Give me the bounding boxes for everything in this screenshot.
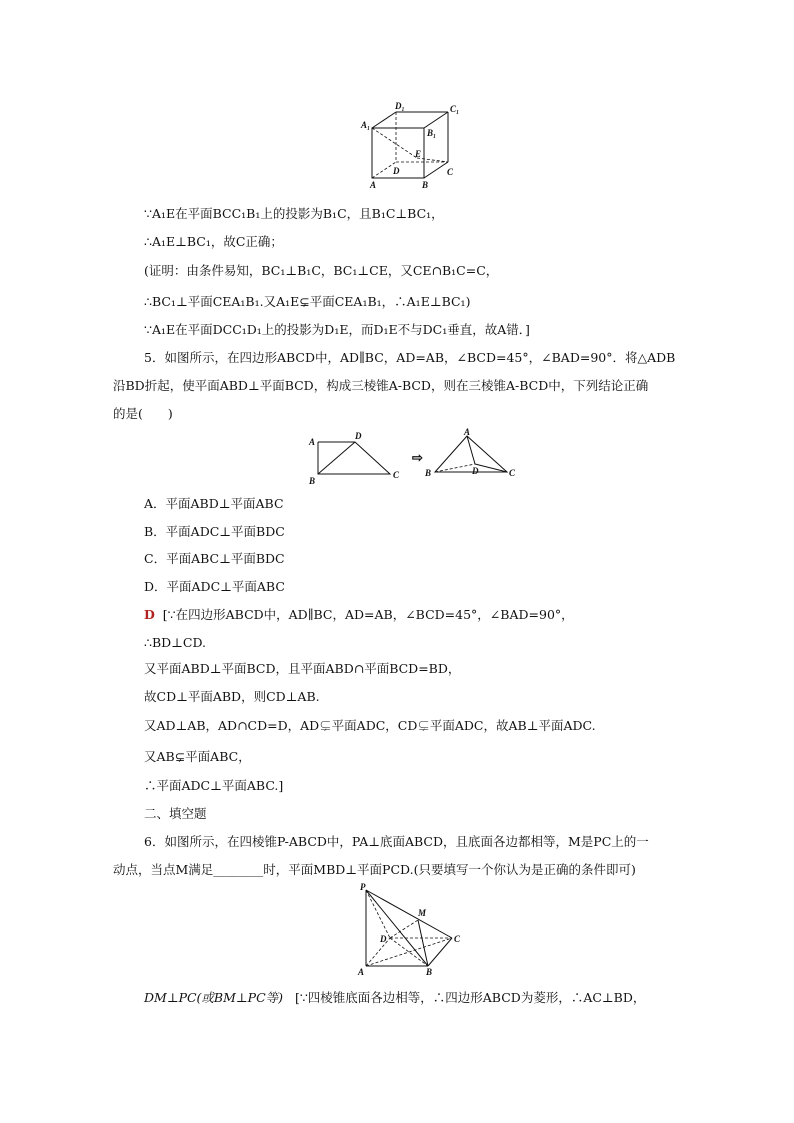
cube-figure (355, 100, 465, 195)
answer-line (144, 607, 574, 623)
answer-letter: D (144, 607, 155, 622)
segment-ec (417, 158, 448, 162)
pyramid-figure (352, 882, 470, 977)
option-b: B．平面ADC⊥平面BDC (144, 524, 285, 539)
option-d: D．平面ADC⊥平面ABC (144, 579, 285, 594)
label-b1: B₁ (427, 128, 437, 138)
solution-line: 又平面ABD⊥平面BCD，且平面ABD∩平面BCD=BD， (144, 661, 461, 676)
label-b: B (309, 476, 316, 486)
label-b: B (425, 468, 432, 478)
hidden-segment-dm (390, 920, 418, 938)
answer-6-text: DM⊥PC(或BM⊥PC等) (144, 990, 284, 1005)
section-heading: 二、填空题 (144, 806, 207, 821)
question-5-line: 的是( ) (113, 406, 173, 421)
label-c: C (509, 468, 516, 478)
edge (372, 112, 396, 128)
arrow-icon: ⇨ (412, 450, 423, 465)
edge (424, 162, 448, 178)
solution-line: ∴平面ADC⊥平面ABC.] (144, 778, 284, 793)
label-a: A (309, 437, 316, 447)
text-line: ∴A₁E⊥BC₁，故C正确； (144, 234, 283, 249)
label-a1: A₁ (361, 120, 371, 130)
solution-6-text: [∵四棱锥底面各边相等，∴四边形ABCD为菱形，∴AC⊥BD， (294, 990, 646, 1005)
label-a: A (464, 428, 471, 437)
label-a: A (370, 180, 377, 190)
text-line: ∴BC₁⊥平面CEA₁B₁.又A₁E⊊平面CEA₁B₁，∴A₁E⊥BC₁) (144, 294, 471, 309)
label-b: B (422, 180, 429, 190)
label-d: D (393, 166, 400, 176)
edge-pc (366, 890, 452, 938)
text-line: ∵A₁E在平面DCC₁D₁上的投影为D₁E，而D₁E不与DC₁垂直，故A错．] (144, 322, 530, 337)
label-d: D (380, 934, 387, 944)
diagonal-bd (318, 442, 355, 474)
question-6-line: 6．如图所示，在四棱锥P-ABCD中，PA⊥底面ABCD，且底面各边都相等，M是PC上的一 (144, 834, 649, 849)
question-6-line: 动点，当点M满足________时，平面MBD⊥平面PCD.(只要填写一个你认为是正确的条件即可) (113, 862, 636, 877)
label-d1: D₁ (395, 101, 405, 111)
text-line: (证明：由条件易知，BC₁⊥B₁C，BC₁⊥CE，又CE∩B₁C=C， (144, 263, 499, 278)
fold-figure (300, 428, 525, 488)
label-m: M (418, 908, 427, 918)
answer-text: [∵在四边形ABCD中，AD∥BC，AD=AB，∠BCD=45°，∠BAD=90°， (162, 607, 574, 622)
label-p: P (360, 882, 366, 892)
label-a: A (358, 967, 365, 977)
label-d: D (472, 466, 479, 476)
option-a: A．平面ABD⊥平面ABC (144, 496, 284, 511)
quadrilateral-abcd (318, 442, 390, 474)
question-5-line: 沿BD折起，使平面ABD⊥平面BCD，构成三棱锥A-BCD，则在三棱锥A-BCD中，下列结论正确 (113, 378, 649, 393)
option-c: C．平面ABC⊥平面BDC (144, 551, 285, 566)
answer-line (144, 990, 645, 1006)
solution-line: 又AB⊊平面ABC， (144, 749, 251, 764)
label-c: C (393, 470, 400, 480)
question-5-line: 5．如图所示，在四边形ABCD中，AD∥BC，AD=AB，∠BCD=45°，∠BAD=90°．将△ADB (144, 350, 676, 365)
label-c1: C₁ (450, 104, 460, 114)
tetrahedron-outline (435, 436, 507, 472)
label-c: C (454, 934, 461, 944)
solution-line: ∴BD⊥CD. (144, 635, 207, 650)
label-e: E (415, 149, 422, 159)
label-d: D (355, 431, 362, 441)
solution-line: 又AD⊥AB，AD∩CD=D，AD⊊平面ADC，CD⊊平面ADC，故AB⊥平面ADC. (144, 718, 596, 733)
label-c: C (447, 167, 454, 177)
label-b: B (426, 967, 433, 977)
text-line: ∵A₁E在平面BCC₁B₁上的投影为B₁C，且B₁C⊥BC₁， (144, 206, 444, 221)
edge (424, 112, 448, 128)
solution-line: 故CD⊥平面ABD，则CD⊥AB. (144, 689, 320, 704)
edge-pb (366, 890, 428, 966)
segment-a1e (372, 128, 417, 158)
